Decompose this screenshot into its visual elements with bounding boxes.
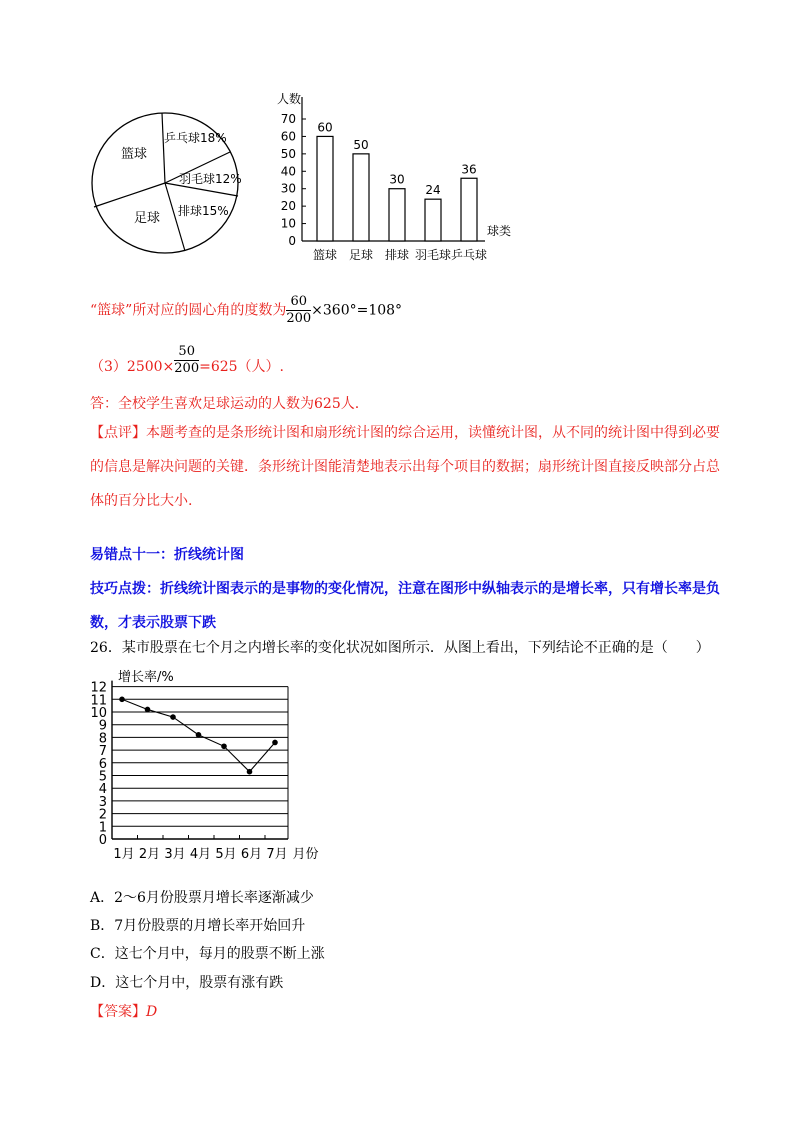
pie-divider [162,113,165,183]
option-b: B．7月份股票的月增长率开始回升 [90,918,306,934]
x-tick-label: 足球 [348,248,374,262]
y-tick-label: 10 [90,706,107,721]
bar-chart [270,85,530,270]
bar [425,199,441,241]
option-d: D．这七个月中，股票有涨有跌 [90,975,284,991]
x-tick-label: 7月 [266,847,288,862]
y-tick-label: 60 [280,129,296,144]
y-tick-label: 4 [98,782,107,798]
y-tick-label: 0 [288,234,296,248]
x-tick-label: 1月 [113,847,135,862]
y-tick-label: 0 [98,833,107,848]
data-point [221,743,227,749]
section-title: 易错点十一：折线统计图 [90,547,244,563]
fraction-1-den: 200 [286,311,312,326]
fraction-2-den: 200 [174,361,200,376]
y-tick-label: 9 [98,718,107,734]
question-text: 26．某市股票在七个月之内增长率的变化状况如图所示．从图上看出，下列结论不正确的是（ ） [90,640,710,656]
formula-2-prefix: （3）2500× [90,359,175,375]
answer-line-final [90,1002,157,1022]
option-c: C．这七个月中，每月的股票不断上涨 [90,946,325,962]
y-tick-label: 30 [280,181,296,196]
pie-chart [88,110,253,260]
answer-value: D [146,1004,158,1020]
y-axis-label: 增长率/% [118,670,174,685]
y-tick-label: 7 [98,744,107,760]
y-tick-label: 50 [280,146,296,161]
x-tick-label: 6月 [240,847,263,862]
x-axis-label: 球类 [487,224,512,238]
answer-line: 答：全校学生喜欢足球运动的人数为625人. [90,396,360,412]
y-tick-label: 1 [98,820,107,836]
y-axis-label: 人数 [277,92,302,106]
data-point [170,714,176,720]
review-tag: 【点评】 [90,425,146,441]
x-tick-label: 乒乓球 [450,248,488,262]
option-a: A．2～6月份股票月增长率逐渐减少 [90,890,314,906]
y-tick-label: 11 [90,693,107,709]
pie-label-pingpong: 乒乓球18% [164,131,227,145]
y-tick-label: 8 [98,731,107,747]
y-tick-label: 12 [90,680,107,696]
tip-paragraph: 技巧点拨：折线统计图表示的是事物的变化情况，注意在图形中纵轴表示的是增长率，只有增长率是负数，才表示股票下跌 [90,581,720,631]
pie-label-volleyball: 排球15% [178,204,229,218]
x-tick-label: 羽毛球 [414,248,452,262]
formula-1 [90,294,402,327]
y-tick-label: 3 [98,794,107,810]
y-tick-label: 40 [280,164,296,179]
x-tick-label: 4月 [189,847,212,862]
fraction-2-num: 50 [174,344,199,361]
x-axis-label: 月份 [292,847,319,862]
bar [389,189,405,241]
line-chart [88,665,358,870]
formula-1-prefix: “篮球”所对应的圆心角的度数为 [90,302,287,319]
pie-label-badminton: 羽毛球12% [179,172,242,186]
bar [317,136,333,241]
review-paragraph [90,416,720,518]
pie-label-basketball: 篮球 [121,147,148,162]
pie-label-football: 足球 [134,211,161,226]
bar [461,178,477,241]
data-point [196,732,202,738]
bar-value-label: 50 [353,137,369,152]
pie-divider [94,183,165,207]
x-tick-label: 篮球 [312,248,338,262]
data-point [145,707,151,713]
bar-value-label: 24 [425,183,441,198]
x-tick-label: 2月 [138,847,161,862]
data-point [272,740,278,746]
bar [353,154,369,241]
y-tick-label: 6 [98,756,107,772]
formula-2-suffix: =625（人）. [199,359,285,375]
y-tick-label: 5 [98,769,107,785]
fraction-2 [174,344,199,377]
formula-2 [90,344,284,377]
data-point [119,697,125,703]
formula-1-suffix: ×360°=108° [311,302,403,319]
x-tick-label: 3月 [164,847,186,862]
y-tick-label: 20 [280,199,296,214]
x-tick-label: 5月 [215,847,237,862]
y-tick-label: 70 [280,112,296,126]
y-tick-label: 2 [98,807,107,823]
fraction-1-num: 60 [286,294,311,311]
review-text: 本题考查的是条形统计图和扇形统计图的综合运用，读懂统计图，从不同的统计图中得到必要的信息是解决问题的关键．条形统计图能清楚地表示出每个项目的数据；扇形统计图直接反映部分占总体的百分比大小. [90,425,720,509]
answer-tag: 【答案】 [90,1004,146,1020]
bar-value-label: 30 [389,172,405,187]
bar-value-label: 36 [461,162,477,177]
bar-value-label: 60 [317,120,333,135]
fraction-1 [286,294,311,327]
y-tick-label: 10 [280,216,296,231]
data-point [247,769,253,775]
x-tick-label: 排球 [384,248,410,262]
